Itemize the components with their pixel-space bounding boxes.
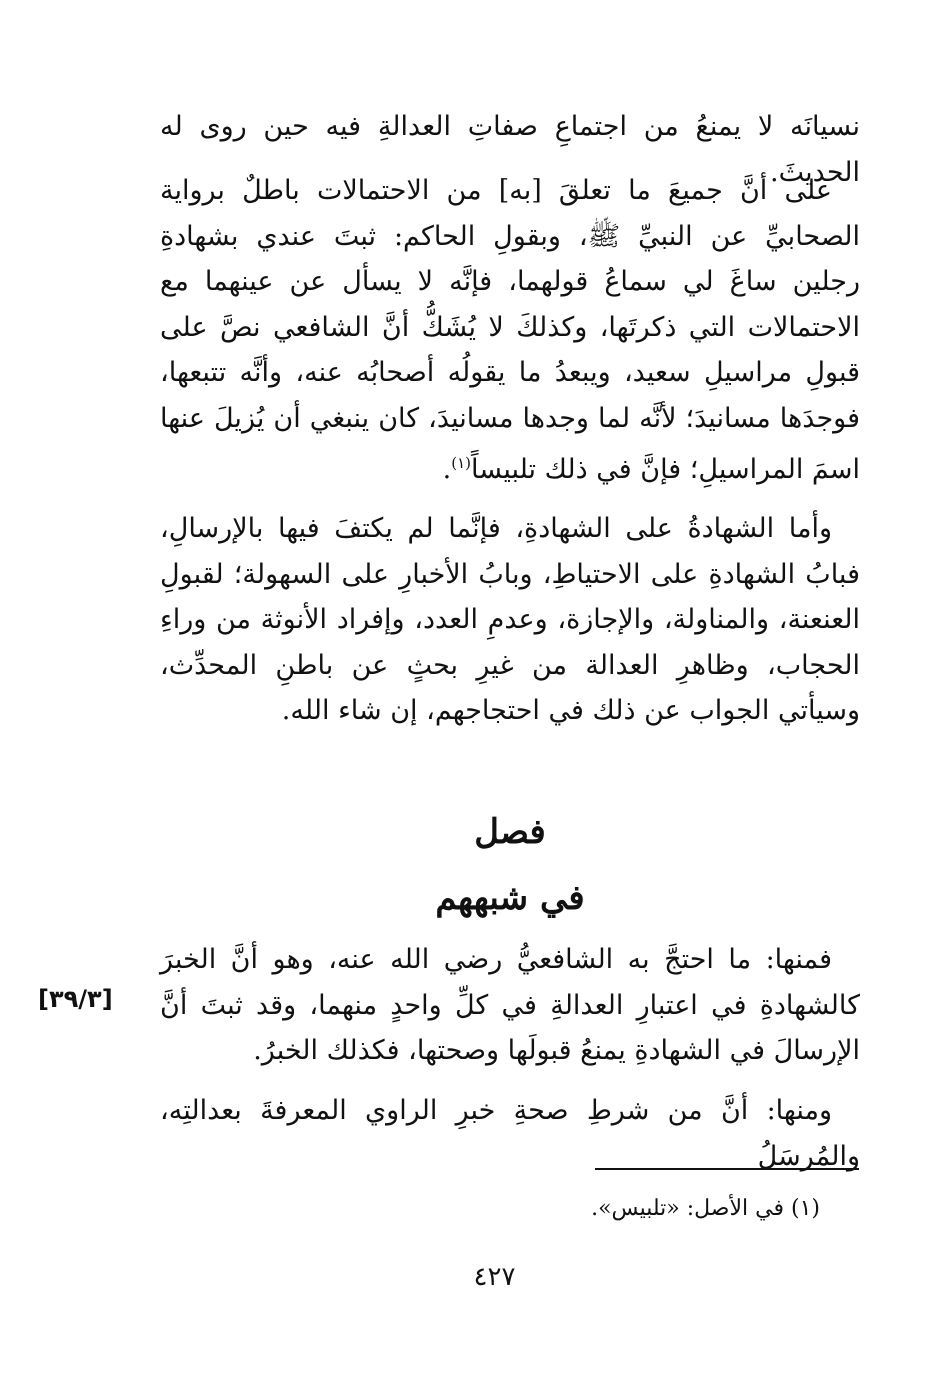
- paragraph-text: [160, 168, 860, 493]
- paragraph-end: .: [442, 454, 452, 485]
- section-subheading: في شبههم: [435, 878, 585, 918]
- footnote-marker[interactable]: (١): [451, 454, 472, 472]
- paragraph-text: فمنها: ما احتجَّ به الشافعيُّ رضي الله عنه، وهو أنَّ الخبرَ كالشهادةِ في اعتبارِ العدالةِ في كلِّ واحدٍ منهما، وقد ثبتَ أنَّ الإرسالَ في الشهادةِ يمنعُ قبولَها وصحتها، فكذلك الخبرُ.: [160, 944, 860, 1066]
- page-number: ٤٢٧: [473, 1262, 516, 1292]
- manuscript-page-reference: [٣٩/٣]: [38, 985, 113, 1013]
- section-heading: فصل: [474, 812, 546, 852]
- paragraph-refutation: [160, 168, 860, 493]
- paragraph-text: وأما الشهادةُ على الشهادةِ، فإنَّما لم يكتفَ فيها بالإرسالِ، فبابُ الشهادةِ على الاحتياطِ، وبابُ الأخبارِ على السهولة؛ لقبولِ العنعنة، والمناولة، والإجازة، وعدمِ العدد، وإفراد الأنوثة من وراءِ الحجاب، وظاهرِ العدالة من غيرِ بحثٍ عن باطنِ المحدِّث، وسيأتي الجواب عن ذلك في احتجاجهم، إن شاء الله.: [160, 513, 860, 726]
- footnote-divider: [595, 1168, 859, 1170]
- paragraph-shafii-argument: [160, 937, 860, 1074]
- paragraph-text: ومنها: أنَّ من شرطِ صحةِ خبرِ الراوي المعرفةَ بعدالتِه، والمُرسَلُ: [160, 1095, 860, 1172]
- paragraph-body: على أنَّ جميعَ ما تعلقَ [به] من الاحتمالات باطلٌ برواية الصحابيِّ عن النبيِّ ﷺ، وبقولِ الحاكم: ثبتَ عندي بشهادةِ رجلين ساغَ لي سماعُ قولهما، فإنَّه لا يسأل عن عينهما مع الاحتمالات التي ذكرتَها، وكذلكَ لا يُشَكُّ أنَّ الشافعي نصَّ على قبولِ مراسيلِ سعيد، ويبعدُ ما يقولُه أصحابُه عنه، وأنَّه تتبعها، فوجدَها مسانيدَ؛ لأنَّه لما وجدها مسانيدَ، كان ينبغي أن يُزيلَ عنها اسمَ المراسيلِ؛ فإنَّ في ذلك تلبيساً: [160, 175, 860, 485]
- paragraph-second-argument: [160, 1088, 860, 1179]
- paragraph-testimony: [160, 506, 860, 734]
- footnote-text: (١) في الأصل: «تلبيس».: [591, 1196, 820, 1221]
- paragraph-text: نسيانَه لا يمنعُ من اجتماعِ صفاتِ العدالةِ فيه حين روى له الحديثَ.: [160, 111, 860, 188]
